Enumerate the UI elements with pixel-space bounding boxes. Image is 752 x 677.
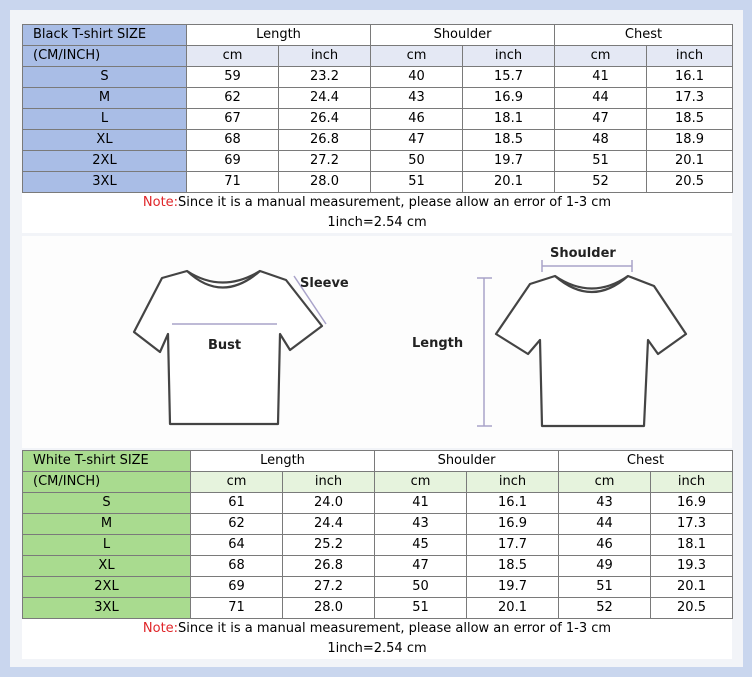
- table-row: [23, 88, 733, 109]
- value-cell: 20.1: [651, 577, 733, 598]
- value-cell: 16.9: [463, 88, 555, 109]
- value-cell: 25.2: [283, 535, 375, 556]
- value-cell: 40: [371, 67, 463, 88]
- size-cell: XL: [23, 556, 191, 577]
- value-cell: 41: [555, 67, 647, 88]
- tshirt-diagram-svg: [22, 236, 732, 448]
- value-cell: 18.5: [467, 556, 559, 577]
- value-cell: 71: [191, 598, 283, 619]
- group-header-chest: Chest: [555, 25, 733, 46]
- unit-header: inch: [279, 46, 371, 67]
- value-cell: 16.9: [467, 514, 559, 535]
- tshirt-right-icon: [496, 276, 686, 426]
- value-cell: 69: [187, 151, 279, 172]
- value-cell: 45: [375, 535, 467, 556]
- unit-header: cm: [559, 472, 651, 493]
- table-row: [23, 172, 733, 193]
- value-cell: 51: [371, 172, 463, 193]
- sleeve-label: Sleeve: [300, 276, 349, 291]
- size-cell: 2XL: [23, 577, 191, 598]
- table-subtitle: (CM/INCH): [23, 472, 191, 493]
- value-cell: 50: [375, 577, 467, 598]
- value-cell: 19.7: [467, 577, 559, 598]
- value-cell: 61: [191, 493, 283, 514]
- value-cell: 20.5: [651, 598, 733, 619]
- value-cell: 51: [559, 577, 651, 598]
- value-cell: 50: [371, 151, 463, 172]
- length-label: Length: [412, 336, 464, 351]
- value-cell: 51: [555, 151, 647, 172]
- unit-header: inch: [463, 46, 555, 67]
- measurement-note: [22, 193, 732, 213]
- value-cell: 23.2: [279, 67, 371, 88]
- group-header-shoulder: Shoulder: [375, 451, 559, 472]
- table-row: [23, 130, 733, 151]
- table-row: [23, 109, 733, 130]
- value-cell: 44: [555, 88, 647, 109]
- value-cell: 69: [191, 577, 283, 598]
- unit-header: cm: [187, 46, 279, 67]
- value-cell: 67: [187, 109, 279, 130]
- value-cell: 20.1: [463, 172, 555, 193]
- value-cell: 26.4: [279, 109, 371, 130]
- value-cell: 19.3: [651, 556, 733, 577]
- note-text: Since it is a manual measurement, please allow an error of 1-3 cm: [178, 195, 612, 210]
- value-cell: 52: [555, 172, 647, 193]
- value-cell: 71: [187, 172, 279, 193]
- value-cell: 28.0: [279, 172, 371, 193]
- size-cell: L: [23, 109, 187, 130]
- table-row: [23, 598, 733, 619]
- value-cell: 62: [187, 88, 279, 109]
- value-cell: 17.7: [467, 535, 559, 556]
- value-cell: 27.2: [279, 151, 371, 172]
- value-cell: 68: [191, 556, 283, 577]
- value-cell: 18.5: [463, 130, 555, 151]
- note-label: Note:: [142, 195, 179, 210]
- unit-header: inch: [467, 472, 559, 493]
- table-row: [23, 67, 733, 88]
- value-cell: 46: [371, 109, 463, 130]
- value-cell: 59: [187, 67, 279, 88]
- value-cell: 28.0: [283, 598, 375, 619]
- measurement-note: [22, 619, 732, 639]
- value-cell: 46: [559, 535, 651, 556]
- table-row: [23, 151, 733, 172]
- value-cell: 44: [559, 514, 651, 535]
- value-cell: 52: [559, 598, 651, 619]
- note-text: Since it is a manual measurement, please allow an error of 1-3 cm: [178, 621, 612, 636]
- value-cell: 64: [191, 535, 283, 556]
- size-cell: L: [23, 535, 191, 556]
- unit-conversion: 1inch=2.54 cm: [327, 641, 427, 656]
- size-cell: 3XL: [23, 172, 187, 193]
- value-cell: 26.8: [283, 556, 375, 577]
- value-cell: 16.9: [651, 493, 733, 514]
- value-cell: 47: [375, 556, 467, 577]
- unit-header: cm: [555, 46, 647, 67]
- value-cell: 18.1: [651, 535, 733, 556]
- value-cell: 18.1: [463, 109, 555, 130]
- group-header-length: Length: [187, 25, 371, 46]
- black-size-table: [22, 24, 733, 193]
- table-row: [23, 493, 733, 514]
- table-title: Black T-shirt SIZE: [23, 25, 187, 46]
- value-cell: 49: [559, 556, 651, 577]
- value-cell: 17.3: [651, 514, 733, 535]
- value-cell: 20.5: [647, 172, 733, 193]
- unit-conversion: 1inch=2.54 cm: [327, 215, 427, 230]
- value-cell: 16.1: [647, 67, 733, 88]
- size-cell: S: [23, 67, 187, 88]
- value-cell: 20.1: [647, 151, 733, 172]
- value-cell: 24.4: [279, 88, 371, 109]
- unit-header: inch: [283, 472, 375, 493]
- value-cell: 16.1: [467, 493, 559, 514]
- value-cell: 17.3: [647, 88, 733, 109]
- black-size-panel: [22, 24, 732, 233]
- value-cell: 18.5: [647, 109, 733, 130]
- value-cell: 20.1: [467, 598, 559, 619]
- note-label: Note:: [142, 621, 179, 636]
- value-cell: 24.4: [283, 514, 375, 535]
- value-cell: 43: [375, 514, 467, 535]
- value-cell: 51: [375, 598, 467, 619]
- unit-header: inch: [647, 46, 733, 67]
- unit-header: cm: [191, 472, 283, 493]
- size-cell: M: [23, 88, 187, 109]
- table-title: White T-shirt SIZE: [23, 451, 191, 472]
- table-row: [23, 577, 733, 598]
- size-cell: 3XL: [23, 598, 191, 619]
- value-cell: 26.8: [279, 130, 371, 151]
- size-cell: XL: [23, 130, 187, 151]
- value-cell: 47: [555, 109, 647, 130]
- value-cell: 48: [555, 130, 647, 151]
- value-cell: 68: [187, 130, 279, 151]
- size-cell: M: [23, 514, 191, 535]
- white-size-table: [22, 450, 733, 619]
- value-cell: 43: [559, 493, 651, 514]
- size-cell: 2XL: [23, 151, 187, 172]
- white-size-panel: [22, 450, 732, 659]
- table-subtitle: (CM/INCH): [23, 46, 187, 67]
- group-header-shoulder: Shoulder: [371, 25, 555, 46]
- value-cell: 41: [375, 493, 467, 514]
- table-row: [23, 514, 733, 535]
- unit-header: inch: [651, 472, 733, 493]
- measurement-diagram: [22, 236, 732, 448]
- size-cell: S: [23, 493, 191, 514]
- shoulder-label: Shoulder: [550, 246, 616, 261]
- value-cell: 18.9: [647, 130, 733, 151]
- unit-header: cm: [375, 472, 467, 493]
- group-header-chest: Chest: [559, 451, 733, 472]
- value-cell: 15.7: [463, 67, 555, 88]
- table-row: [23, 535, 733, 556]
- group-header-length: Length: [191, 451, 375, 472]
- value-cell: 43: [371, 88, 463, 109]
- value-cell: 62: [191, 514, 283, 535]
- value-cell: 19.7: [463, 151, 555, 172]
- value-cell: 47: [371, 130, 463, 151]
- value-cell: 27.2: [283, 577, 375, 598]
- unit-header: cm: [371, 46, 463, 67]
- table-row: [23, 556, 733, 577]
- bust-label: Bust: [208, 338, 242, 353]
- value-cell: 24.0: [283, 493, 375, 514]
